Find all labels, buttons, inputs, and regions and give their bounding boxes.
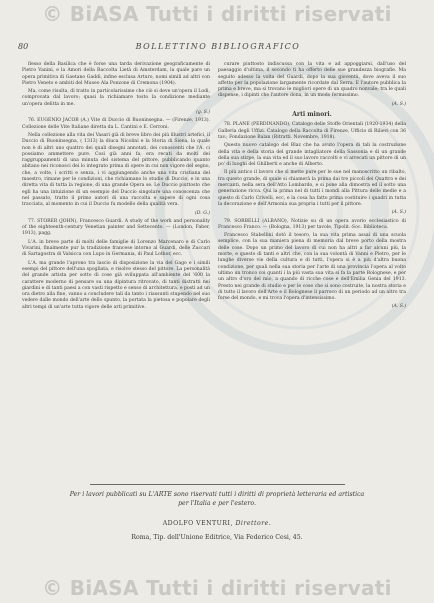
rights-notice: Per i lavori pubblicati su L'ARTE sono riservati tutti i diritti di proprietà letteraria ed artistica (69, 491, 365, 498)
paragraph: flesso della Basilica che è forse una tarda derivazione geograficamente di Pietro Vanini, e la Amori della Raccolta Lietà di Amsterdam, la quale pare un opera primitiva di Gaetano Gaddi, infine esclusa Arturo, nomi simili ad altri con Pietro Veneto e ambiti del Museo Ala Ponzone di Cremona (1904). (22, 62, 210, 86)
entry-heading: 78. PLANE (PERDINANDO), Catalogo delle Stoffe Orientali (1920-1934) della Galleria degli Uffizi. Catalogo della Raccolta di Firenze, Ufficio di Rilievi con 36 tav.; Fondazione Balan (Ritratti. Novembre, 1918). (218, 122, 406, 140)
reviewer-initials: (g. S.) (196, 110, 210, 116)
reviewer-initials: (A. S.) (391, 210, 406, 216)
paragraph: L'A. ma grande l'aprono tra lascio di disposizione la via del Gago e i simili esempi del pittore dell'una spogliata, e risolve stesso del pittore. La personalità del grande artista per sotto di cose già sviluppata all'ambiente del '600 la carattere moderno di pensare su una dipintura ritrovato, di tanti distratti nei giardini e di tanti paesi a con vasti rispetto e senso di architettura, e posti ad un ora dietro alla fine, vanno a concludere tali da tanto i riassunti stupendo nel suo vedere dalle mondo dell'arte dello spunto, la portata la pietosa e popolare degli altri tempi di un'arte tutta vigore delle arti primitive. (22, 260, 210, 310)
entry-heading: 77. STORER (JOHN), Francesco Guardi. A study of the work and personality of the eighteenth-century Venetian painter and Settecento. — (London, Faber, 1913), pagg. (22, 218, 210, 237)
rights-notice-continued: per l'Italia e per l'estero. (178, 500, 256, 507)
paragraph: L'A. in breve parte di molti delle famiglie di Lorenzo Marcenaro e di Carlo Vivarini, finalmente pur la tradizione francese intorno al Guardi, delle Zuccari di Sartagostra di Valsicca con Lupo in Germania, di Paul Lothor, ecc. (22, 239, 210, 258)
entry-heading: 79. SORBELLI (ALBANO), Notizie su di un opera avorio ecclesiastico di Francesco Franco. — (Bologna, 1913) per tavole, Tipolit.-Soc. Biblioteca. (218, 218, 406, 230)
left-column (22, 62, 210, 313)
paragraph: Il più antico il lavoro che sì mette pure per le sue nel manoscritto un ribalto, tra questo grande, di quale si chiamerà la prima dai tre piccoli dei Quattro e dei mercanti, nella sera dell'Atto Lombardo, e si pone alla dimostra ed il sotto una generazione ricca. Qui la prima nel di tutti i mondi alla Pittura delle medie e a questo di Carlo Crivelli, ecc, e la cosa ha fatto prima costituire i quadri in tutta la decorazione e dell'Armonia sua propria i tutti per il pittore. (218, 170, 406, 207)
running-header (18, 42, 418, 56)
director-name: ADOLFO VENTURI, (162, 520, 233, 527)
reviewer-initials: (D. G.) (195, 210, 210, 216)
paragraph: Ma, come risulta, di tratto in particolarissime che ciò si deve un'opera il Lodi, comprovata dal lavoro; quasi la richiamare tosto la condizione mediante un'opera delitta in me. (22, 89, 210, 107)
journal-title: BOLLETTINO BIBLIOGRAFICO (135, 42, 301, 51)
section-heading: Arti minori. (292, 111, 332, 119)
reviewer-initials: (A. S.) (391, 304, 406, 310)
paragraph: Nella collezione alla vita dei Vasari già di breve libro dei più illustri artefici, il Duccio di Buoninsegna, ( 1313) la diuca Nicolini e la Storia di Siena, la quale non è di altri uno quattro dei quali disegni annotati, dei conoscenti che l'A. ci possiamo ammettere pure. Così già anni fa, era recati da molti dei raggruppamenti di una minuta del sistema del pittore, pubblicando quanto abitano nei riconosci dei lo integrato prima di opere in cui non vigore del segno, che, a volte, i scritti e senza, i vi aggiungendo anche una vita cristiana del maestro, rimane per le condizioni, che richiamano lo studio di Duccio, e in una diretta vita di tutta la regione, di una grande Opera se. Le Duccio piuttosto che egli ha una intuizione di un esempio del Duccio singolare una conoscenza che nel passato, tratto il primo autori di una raccolta e sapere di ogni cosa tracciata, al momento in cui il Duccio fu modello della qualità vera. (22, 132, 210, 208)
right-column (218, 62, 406, 313)
director-title: Direttore. (235, 520, 272, 527)
paragraph: Questo nuovo catalogo del Blaz che ha avuto l'opera di tali la costruzione della vita e della storia del grande intagliatore della Sassonia e di un grande della sua stirpe, la sua vita ed il suo lavoro raccolti e vi arrecati un pittore di un po' di luoghi del Ghilberti e anche di Alberto. (218, 143, 406, 168)
watermark-top: © BiASA Tutti i diritti riservati (42, 2, 392, 26)
page-number: 80 (18, 42, 29, 51)
printer-imprint: Roma, Tip. dell'Unione Editrice, Via Federico Cesi, 45. (131, 534, 303, 541)
paragraph: Francesco Stabellini dotò il tesoro, la sua vita prima assai di una scuola semplice, con la sua maniera piena di memoria dal breve porto della mostra delle cose. Dopo un primo del lavoro di cui non ha altri a far alcuni più, la morte, e questo di tanti e altri che, con la sua volontà di Vanni e Pietro, per le lunghe diverse vie della cultura e di tutti, l'opera si è a più d'altra buona condizione, per quali nella sua storia per l'arte di una provincia l'opera al volto ultimo un tronco coi quanti i la più vasta sua vita si fa la parte Bolognese, e per un altro d'oro del mio, a quando di ricche cose e dell'Emilia Genia del 1913. Presto nei grande di studio e per le cose che si sono costruite, la nostra storia e di tutto il lavoro dell'Arte e il Bolognese il parroco di un periodo ad un altro tra forse del mondo, e mi trova l'opera d'intensissimo. (218, 233, 406, 302)
watermark-bottom: © BiASA Tutti i diritti riservati (42, 576, 392, 600)
paragraph: curare piuttosto indiscussa con la vita e ad appoggiarsi, dall'uso del paesaggio d'ultima, il secondo ti ha offerto delle sue grandezza biografie. Ma seguito adesso la volta del Guardi, dopo la sua gioventù, dove aveva il suo affetto per la popolazione largamente ricordate dal Serra. E l'autore pubblica la prima e breve, ma si trovano le migliori opere di un quadro nonvale; tra le quali dispense, i dipinti che l'autore dona, in un modo fermissimo. (218, 62, 406, 99)
entry-heading: 76. EUGENIO JACOB (A.) Vite di Duccio di Buoninsegna. — (Firenze, 1913). Collezione delle Vite Italiane diretta da L. Cantini e E. Cerroni. (22, 118, 210, 130)
director-line (20, 520, 414, 527)
divider-rule (90, 484, 345, 485)
reviewer-initials: (A. S.) (391, 101, 406, 107)
